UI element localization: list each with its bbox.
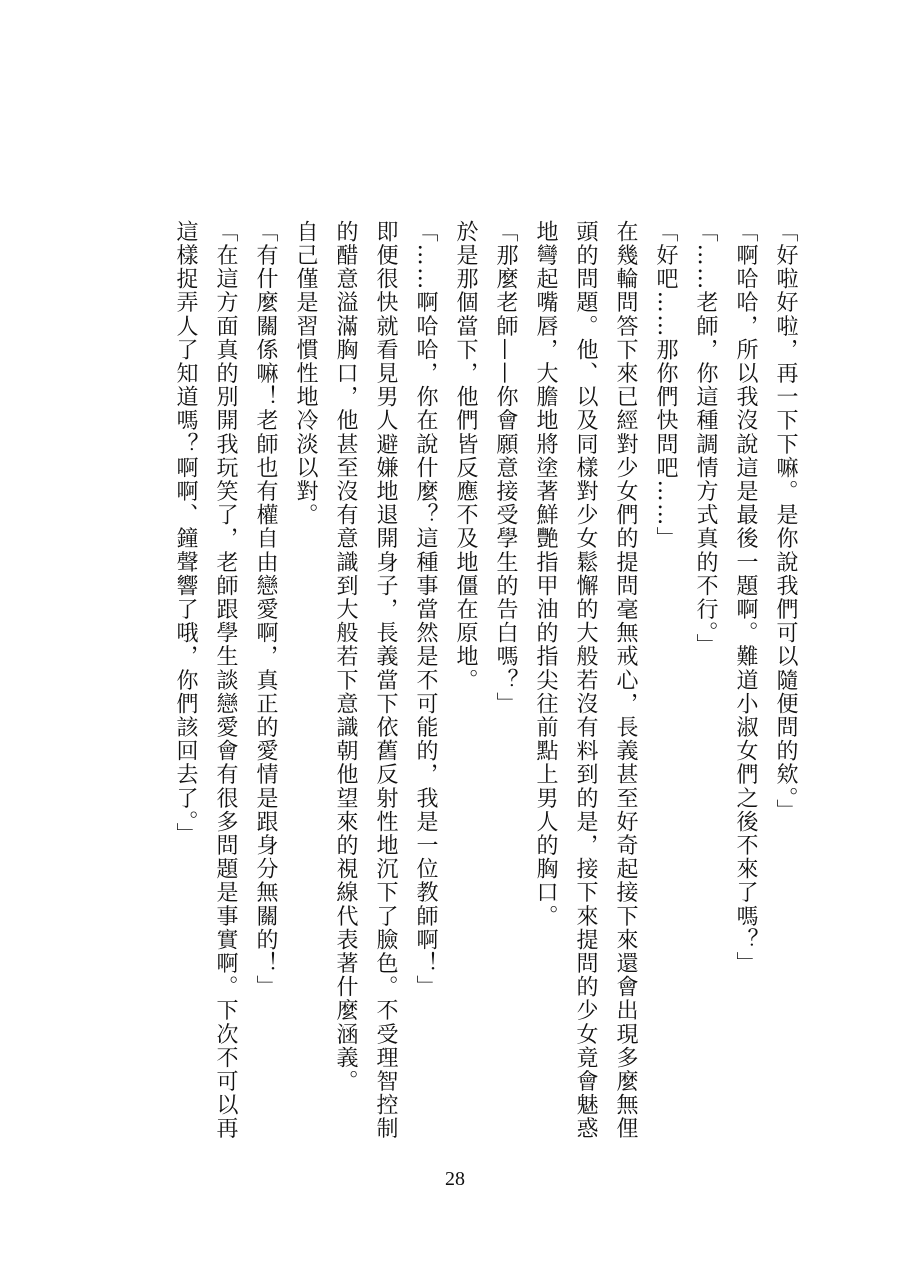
paragraph: 「好吧……那你們快問吧……」 [653,220,678,551]
paragraph: 即便很快就看見男人避嫌地退開身子，長義當下依舊反射性地沉下了臉色。不受理智控制的醋意溢滿胸口，他甚至沒有意識到大般若下意識朝他望來的視線代表著什麼涵義。 [333,220,398,1141]
paragraph: 自己僅是習慣性地冷淡以對。 [293,220,318,527]
paragraph: 「啊哈哈，所以我沒說這是最後一題啊。難道小淑女們之後不來了嗎？」 [733,220,758,976]
paragraph: 「有什麼關係嘛！老師也有權自由戀愛啊，真正的愛情是跟身分無關的！」 [253,220,278,999]
paragraph: 「……啊哈哈，你在說什麼？這種事當然是不可能的，我是一位教師啊！」 [413,220,438,999]
paragraph: 「在這方面真的別開我玩笑了，老師跟學生談戀愛會有很多問題是事實啊。下次不可以再這樣捉弄人了知道嗎？啊啊、鐘聲響了哦，你們該回去了。」 [173,220,238,1141]
vertical-text-body [105,220,805,1155]
paragraph: 「那麼老師——你會願意接受學生的告白嗎？」 [493,220,518,716]
paragraph: 於是那個當下，他們皆反應不及地僵在原地。 [453,220,478,692]
paragraph: 在幾輪問答下來已經對少女們的提問毫無戒心，長義甚至好奇起接下來還會出現多麼無俚頭的問題。他、以及同樣對少女鬆懈的大般若沒有料到的是，接下來提問的少女竟會魅惑地彎起嘴唇，大膽地將塗著鮮艷指甲油的指尖往前點上男人的胸口。 [533,220,638,1141]
paragraph: 「好啦好啦，再一下下嘛。是你說我們可以隨便問的欸。」 [773,220,798,823]
page-number: 28 [445,1168,465,1190]
paragraph: 「……老師，你這種調情方式真的不行。」 [693,220,718,658]
